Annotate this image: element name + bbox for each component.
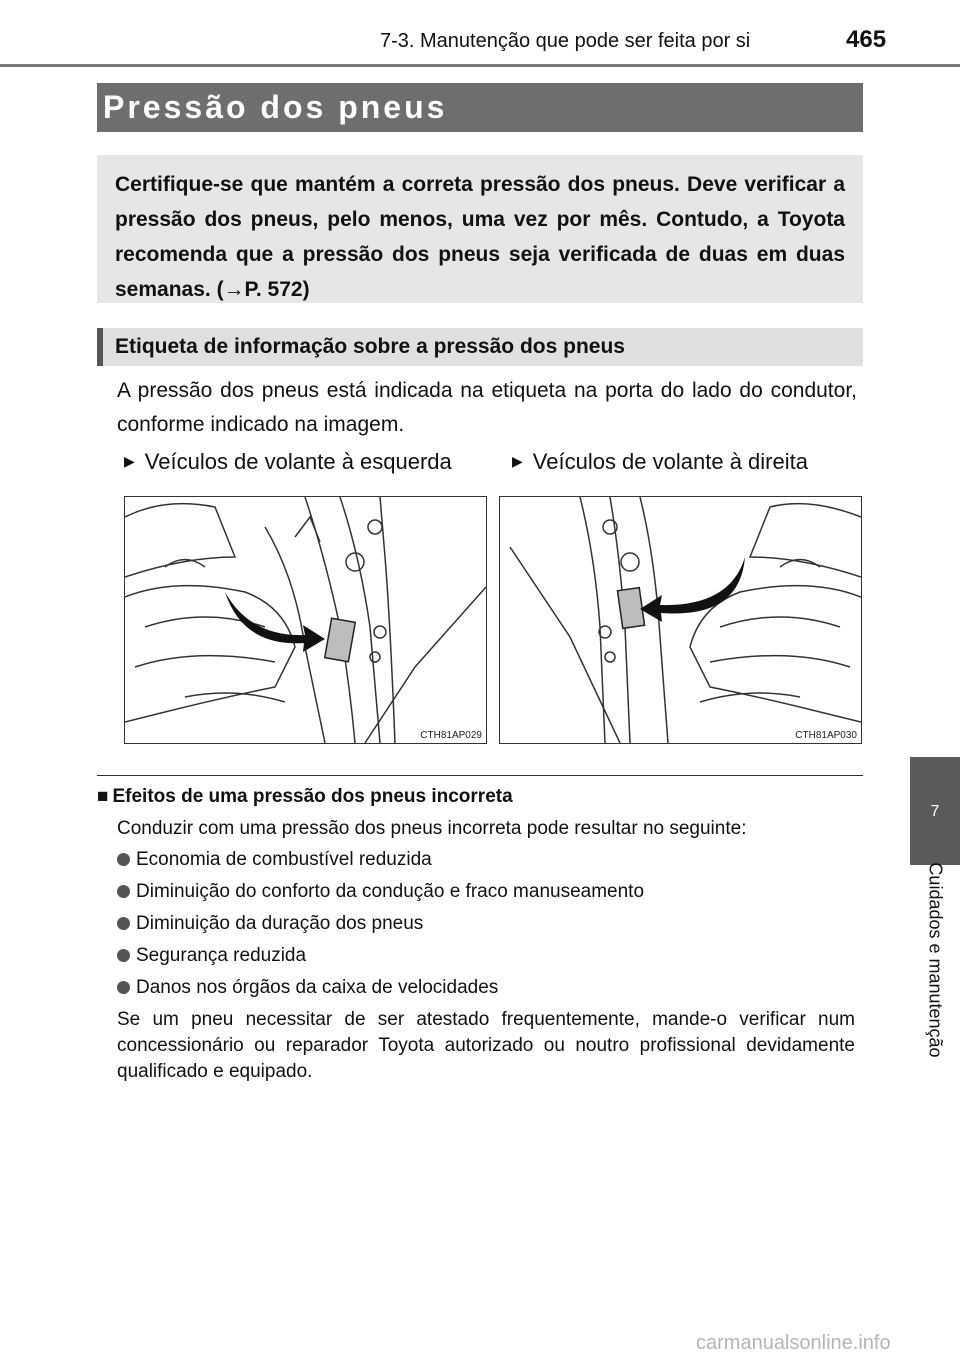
effects-heading-text: Efeitos de uma pressão dos pneus incorreta xyxy=(112,786,513,807)
figure-caption-left-text: Veículos de volante à esquerda xyxy=(144,449,452,474)
effects-lead: Conduzir com uma pressão dos pneus incorreta pode resultar no seguinte: xyxy=(117,818,747,839)
effects-heading xyxy=(97,786,513,808)
figure-caption-right-text: Veículos de volante à direita xyxy=(532,449,808,474)
chapter-tab xyxy=(910,757,960,865)
figure-caption-right xyxy=(512,449,808,475)
body-text: A pressão dos pneus está indicada na etiqueta na porta do lado do condutor, conforme indicado na imagem. xyxy=(117,379,857,436)
chapter-label: Cuidados e manutenção xyxy=(925,862,946,1058)
list-item: Danos nos órgãos da caixa de velocidades xyxy=(117,977,498,999)
subheading: Etiqueta de informação sobre a pressão dos pneus xyxy=(115,335,625,358)
chapter-number: 7 xyxy=(930,803,940,820)
list-item: Diminuição do conforto da condução e fraco manuseamento xyxy=(117,881,644,903)
list-item: Economia de combustível reduzida xyxy=(117,849,432,871)
triangle-bullet-icon: ▶ xyxy=(124,453,135,469)
page-number: 465 xyxy=(846,26,887,53)
door-label-illustration-left xyxy=(125,497,486,743)
figure-code-left: CTH81AP029 xyxy=(420,730,482,741)
subheading-bar xyxy=(97,328,863,366)
section-divider xyxy=(97,775,863,776)
watermark: carmanualsonline.info xyxy=(696,1332,891,1354)
triangle-bullet-icon: ▶ xyxy=(512,453,523,469)
bullet-dot-icon xyxy=(117,949,130,962)
bullet-dot-icon xyxy=(117,981,130,994)
list-item: Diminuição da duração dos pneus xyxy=(117,913,423,935)
page-title-bar xyxy=(97,83,863,132)
door-label-illustration-right xyxy=(500,497,861,743)
bullet-dot-icon xyxy=(117,917,130,930)
figure-caption-left xyxy=(124,449,452,475)
figure-left-hand-drive xyxy=(124,496,487,744)
intro-text: Certifique-se que mantém a correta pressão dos pneus. Deve verificar a pressão dos pneus, pelo menos, uma vez por mês. Contudo, a Toyota recomenda que a pressão dos pneus seja verificada de duas em duas semanas. (→P. 572) xyxy=(115,173,845,301)
subheading-accent xyxy=(97,328,103,366)
intro-box xyxy=(97,155,863,303)
list-item: Segurança reduzida xyxy=(117,945,306,967)
bullet-dot-icon xyxy=(117,885,130,898)
figure-right-hand-drive xyxy=(499,496,862,744)
bullet-dot-icon xyxy=(117,853,130,866)
header-divider xyxy=(0,64,960,67)
square-bullet-icon: ■ xyxy=(97,786,109,807)
section-header: 7-3. Manutenção que pode ser feita por si xyxy=(380,30,751,52)
page-title: Pressão dos pneus xyxy=(103,89,448,125)
figure-code-right: CTH81AP030 xyxy=(795,730,857,741)
closing-paragraph: Se um pneu necessitar de ser atestado frequentemente, mande-o verificar num concessionário ou reparador Toyota autorizado ou noutro profissional devidamente qualificado e equipado. xyxy=(117,1009,855,1082)
